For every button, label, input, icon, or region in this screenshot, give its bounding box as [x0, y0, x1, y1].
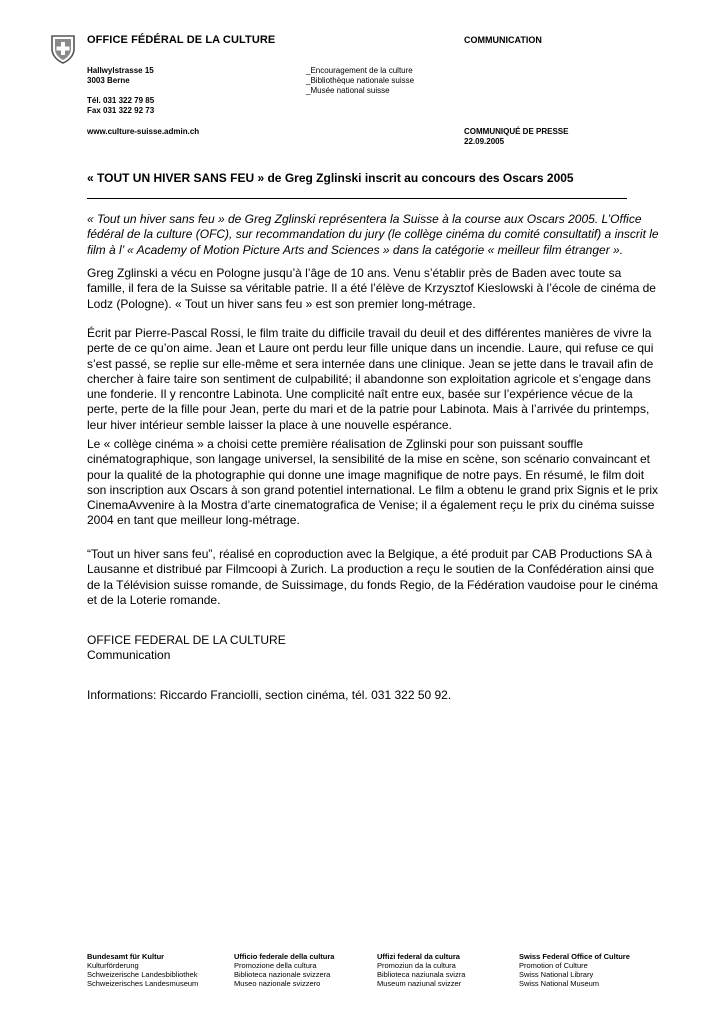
footer-line: Schweizerisches Landesmuseum: [87, 979, 199, 988]
paragraph: [87, 547, 662, 608]
department: COMMUNICATION: [464, 35, 542, 45]
footer-line: Swiss National Museum: [519, 979, 600, 988]
address-street: Hallwylstrasse 15: [87, 66, 154, 75]
footer-line: Promozione della cultura: [234, 961, 317, 970]
paragraph-text: Greg Zglinski a vécu en Pologne jusqu’à l’âge de 10 ans. Venu s’établir près de Baden avec toute sa famille, il fera de la Suisse sa véritable patrie. Il a été l’élève de Krzysztof Kieslowski à l’école de cinéma de Lodz (Pologne). « Tout un hiver sans feu » est son premier long-métrage.: [87, 266, 656, 311]
units-list: [306, 66, 414, 96]
footer-line: Museum naziunal svizzer: [377, 979, 462, 988]
footer-title: Uffizi federal da cultura: [377, 952, 460, 961]
footer-line: Promotion of Culture: [519, 961, 588, 970]
swiss-crest-icon: [50, 34, 76, 64]
footer-title: Swiss Federal Office of Culture: [519, 952, 630, 961]
signature-org: OFFICE FEDERAL DE LA CULTURE: [87, 633, 286, 647]
fax: Fax 031 322 92 73: [87, 106, 155, 115]
unit-item: _Musée national suisse: [306, 86, 390, 95]
footer-line: Swiss National Library: [519, 970, 594, 979]
footer-line: Promoziun da la cultura: [377, 961, 456, 970]
paragraph-text: Le « collège cinéma » a choisi cette première réalisation de Zglinski pour son puissant souffle cinématographique, son langage universel, la sensibilité de la mise en scène, son scénario convaincant et pour la qualité de la photographie qui donne une image magnifique de notre pays. En résumé, le film doit son inscription aux Oscars à son grand potentiel international. Le film a obtenu le grand prix Signis et le prix CinemaAvvenire à la Mostra d’arte cinematografica de Venise; il a également reçu le prix du cinéma suisse 2004 en tant que meilleur long-métrage.: [87, 437, 658, 528]
doc-type: COMMUNIQUÉ DE PRESSE: [464, 127, 569, 136]
intro-paragraph: [87, 212, 662, 258]
press-block: [464, 127, 568, 147]
doc-date: 22.09.2005: [464, 137, 505, 146]
contact: [87, 96, 154, 116]
footer-title: Bundesamt für Kultur: [87, 952, 165, 961]
signature: [87, 633, 662, 664]
signature-dept: Communication: [87, 648, 171, 663]
paragraph-text: Écrit par Pierre-Pascal Rossi, le film traite du difficile travail du deuil et des différentes manières de vivre la perte de ce qu’on aime. Jean et Laure ont perdu leur fille unique dans un incendie. Laure, qui refuse ce qui s’est passé, se replie sur elle-même et sera internée dans une clinique. Jean se jette dans le travail afin de chercher à faire taire son sentiment de culpabilité; il abandonne son exploitation agricole et s’engage dans une fonderie. Il y rencontre Labinota. Une complicité naît entre eux, basée sur l’expérience vécue de la perte, perte de la fille pour Jean, perte du mari et de la patrie pour Labinota. Mais à l’arrivée du printemps, leur hiver intérieur semble laisser la place à une nouvelle espérance.: [87, 326, 654, 432]
footer-line: Biblioteca nazionale svizzera: [234, 970, 331, 979]
address-city: 3003 Berne: [87, 76, 130, 85]
phone: Tél. 031 322 79 85: [87, 96, 155, 105]
footer-column-it: [234, 952, 334, 988]
footer-column-rm: [377, 952, 465, 988]
website-link[interactable]: www.culture-suisse.admin.ch: [87, 127, 200, 136]
contact-info: Informations: Riccardo Franciolli, section cinéma, tél. 031 322 50 92.: [87, 688, 452, 702]
footer-line: Schweizerische Landesbibliothek: [87, 970, 198, 979]
paragraph: [87, 266, 662, 312]
unit-item: _Bibliothèque nationale suisse: [306, 76, 415, 85]
unit-item: _Encouragement de la culture: [306, 66, 413, 75]
footer-title: Ufficio federale della cultura: [234, 952, 335, 961]
address: [87, 66, 154, 86]
headline: « TOUT UN HIVER SANS FEU » de Greg Zglinski inscrit au concours des Oscars 2005: [87, 171, 574, 185]
footer-column-en: [519, 952, 630, 988]
footer-column-de: [87, 952, 198, 988]
footer-line: Kulturförderung: [87, 961, 139, 970]
org-name: OFFICE FÉDÉRAL DE LA CULTURE: [87, 34, 276, 46]
footer-line: Museo nazionale svizzero: [234, 979, 321, 988]
paragraph: [87, 437, 662, 529]
divider: [87, 198, 627, 199]
paragraph: [87, 326, 662, 433]
footer-line: Biblioteca naziunala svizra: [377, 970, 466, 979]
intro-text: « Tout un hiver sans feu » de Greg Zglinski représentera la Suisse à la course aux Oscars 2005. L’Office fédéral de la culture (OFC), sur recommandation du jury (le collège cinéma du comité consultatif) a inscrit le film à l’ « Academy of Motion Picture Arts and Sciences » dans la catégorie « meilleur film étranger ».: [87, 212, 659, 257]
paragraph-text: “Tout un hiver sans feu”, réalisé en coproduction avec la Belgique, a été produit par CAB Productions SA à Lausanne et distribué par Filmcoopi à Zurich. La production a reçu le soutien de la Confédération ainsi que de la Télévision suisse romande, de Suissimage, du fonds Regio, de la Fédération vaudoise pour le cinéma et de la Loterie romande.: [87, 547, 658, 607]
